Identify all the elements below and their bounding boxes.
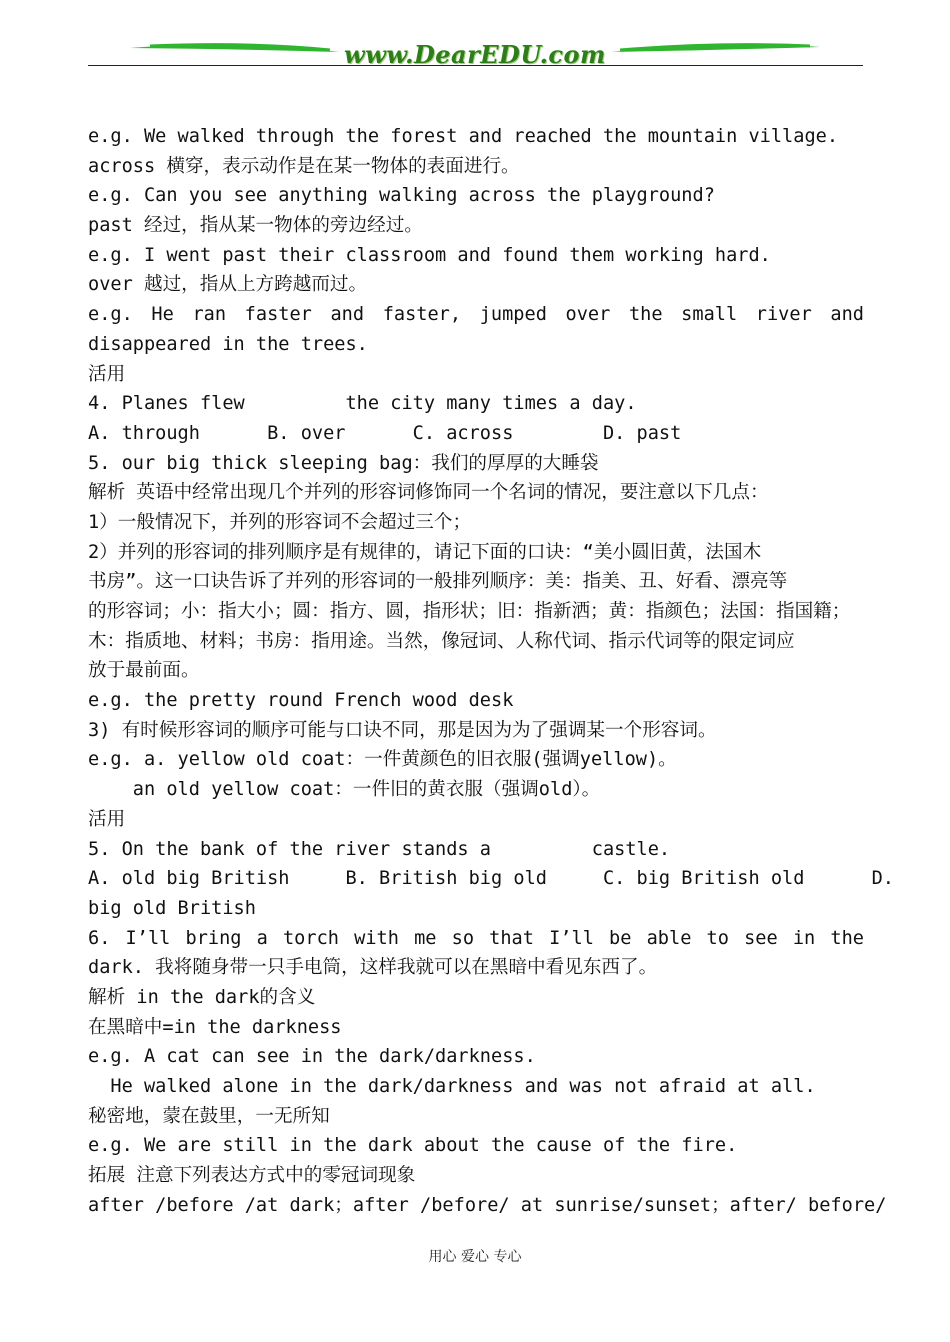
text-line: 2）并列的形容词的排列顺序是有规律的，请记下面的口诀：“美小圆旧黄，法国木 [88, 541, 762, 563]
text-line: an old yellow coat：一件旧的黄衣服（强调old）。 [88, 779, 601, 801]
text-line: e.g. the pretty round French wood desk [88, 690, 514, 712]
header-divider [88, 65, 863, 66]
text-line: across 横穿，表示动作是在某一物体的表面进行。 [88, 155, 520, 177]
text-line: over 越过，指从上方跨越而过。 [88, 274, 368, 296]
text-line: 秘密地，蒙在鼓里，一无所知 [88, 1105, 330, 1127]
text-line: e.g. A cat can see in the dark/darkness. [88, 1046, 536, 1068]
text-line: 活用 [88, 808, 126, 830]
site-logo: www.DearEDU.com [344, 40, 606, 69]
text-line: after /before /at dark；after /before/ at sunrise/sunset；after/ before/ [88, 1194, 887, 1216]
text-line: e.g. I went past their classroom and found them working hard. [88, 244, 771, 266]
text-line: A. old big British B. British big old C. big British old D. [88, 868, 894, 890]
text-line: 木：指质地、材料；书房：指用途。当然，像冠词、人称代词、指示代词等的限定词应 [88, 630, 795, 652]
document-body [88, 122, 894, 1220]
text-line: e.g. He ran faster and faster, jumped over the small river and [88, 304, 864, 326]
text-line: e.g. We walked through the forest and reached the mountain village. [88, 126, 839, 147]
text-line: disappeared in the trees. [88, 333, 368, 355]
page-header [0, 0, 950, 80]
text-line: 4. Planes flew the city many times a day. [88, 393, 637, 415]
text-line: 解析 英语中经常出现几个并列的形容词修饰同一个名词的情况，要注意以下几点： [88, 482, 769, 504]
text-line: 3) 有时候形容词的顺序可能与口诀不同，那是因为为了强调某一个形容词。 [88, 719, 717, 741]
text-line: e.g. a. yellow old coat：一件黄颜色的旧衣服(强调yellow)。 [88, 749, 677, 771]
page-footer: 用心 爱心 专心 [428, 1249, 522, 1265]
text-line: 拓展 注意下列表达方式中的零冠词现象 [88, 1165, 416, 1187]
text-line: 书房”。这一口诀告诉了并列的形容词的一般排列顺序：美：指美、丑、好看、漂亮等 [88, 571, 788, 593]
text-line: 6. I’ll bring a torch with me so that I’ll be able to see in the [88, 927, 864, 949]
text-line: A. through B. over C. across D. past [88, 422, 682, 444]
text-line: dark. 我将随身带一只手电筒，这样我就可以在黑暗中看见东西了。 [88, 957, 658, 979]
text-line: e.g. We are still in the dark about the cause of the fire. [88, 1135, 738, 1157]
text-line: He walked alone in the dark/darkness and was not afraid at all. [88, 1076, 816, 1097]
text-line: 解析 in the dark的含义 [88, 986, 316, 1008]
text-line: 在黑暗中=in the darkness [88, 1016, 342, 1038]
text-line: e.g. Can you see anything walking across the playground? [88, 185, 715, 207]
text-line: 5. our big thick sleeping bag：我们的厚厚的大睡袋 [88, 452, 599, 474]
text-line: 5. On the bank of the river stands a castle. [88, 838, 671, 860]
text-line: 的形容词；小：指大小；圆：指方、圆，指形状；旧：指新洒；黄：指颜色；法国：指国籍； [88, 601, 851, 622]
text-line: 1）一般情况下，并列的形容词不会超过三个； [88, 511, 472, 533]
text-line: 活用 [88, 363, 126, 385]
text-line: past 经过，指从某一物体的旁边经过。 [88, 215, 423, 237]
text-line: big old British [88, 897, 256, 919]
text-line: 放于最前面。 [88, 660, 200, 682]
